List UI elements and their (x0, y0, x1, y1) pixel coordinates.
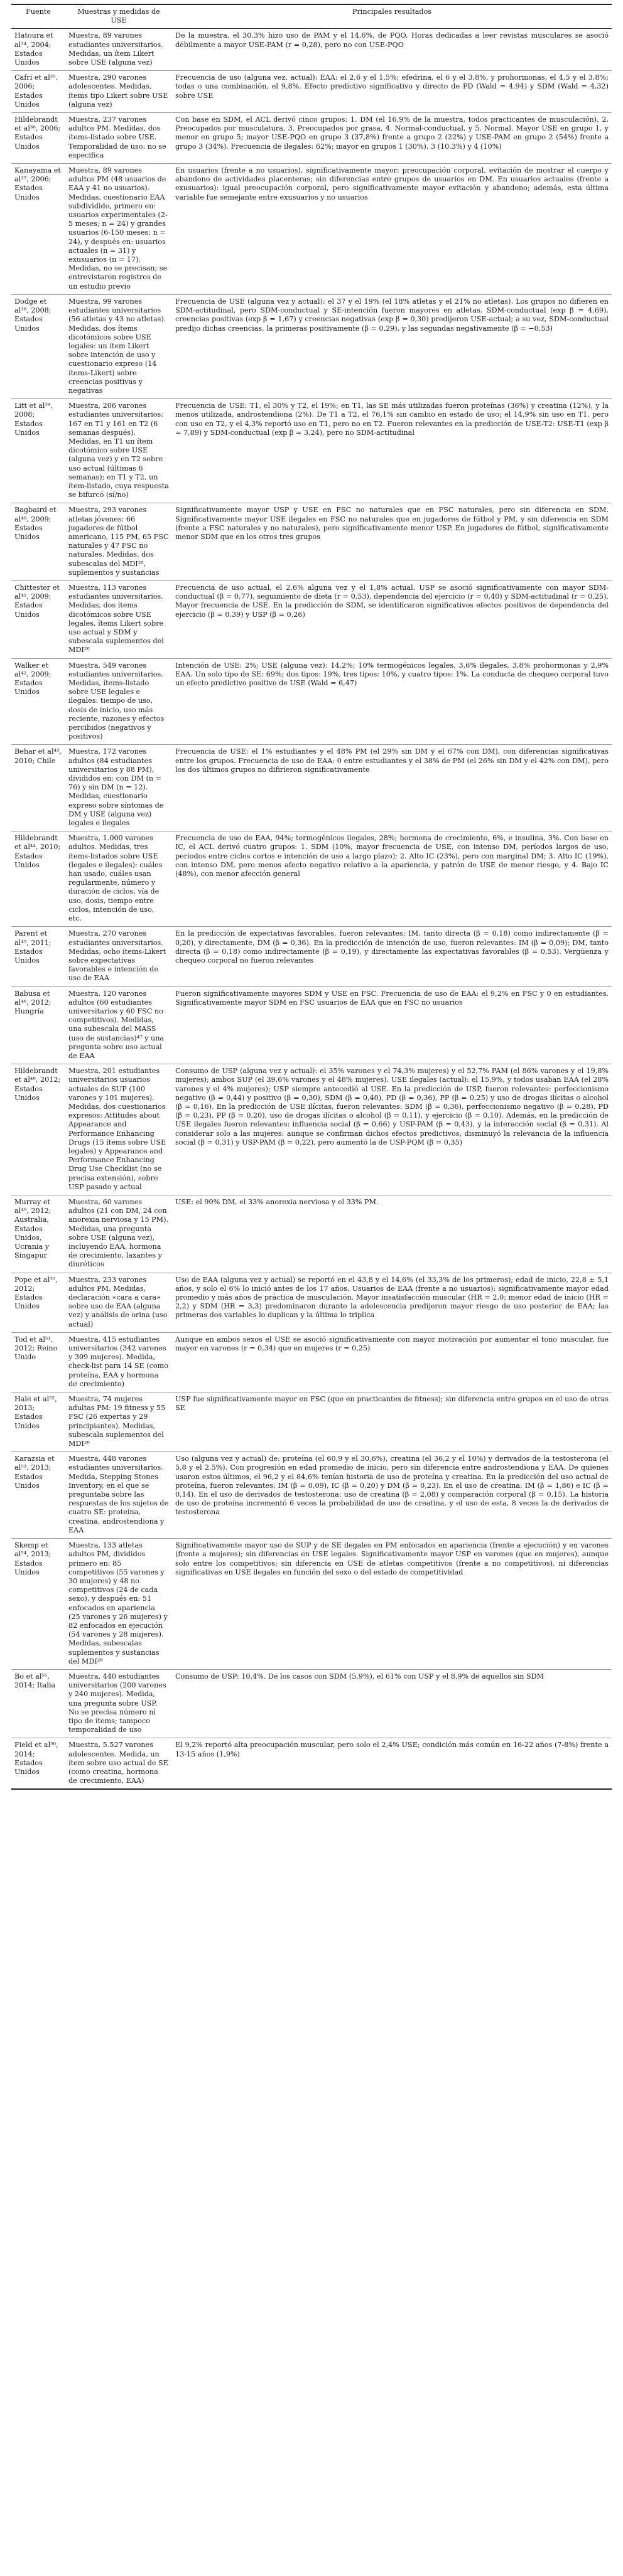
study-results: En usuarios (frente a no usuarios), significativamente mayor: preocupación corporal, evitación de mostrar el cuerpo y abandono de actividades placenteras; sin diferencias entre grupos de usuarios en DM. En usuarios actuales (frente a exusuarios): igual preocupación corporal, pero significativamente mayor evitación y abandono; además, esta última variable fue semejante entre exusuarios y no usuarios (172, 164, 612, 295)
study-results: En la predicción de expectativas favorables, fueron relevantes: IM, tanto directa (β = 0,18) como indirectamente (β = 0,20), y directamente, DM (β = 0,36). En la predicción de intención de uso, fueron relevantes: IM (β = 0,09); DM, tanto directa (β = 0,18) como indirectamente (β = 0,19), y directamente las expectativas favorables (β = 0,53). Vergüenza y chequeo corporal no fueron relevantes (172, 927, 612, 986)
study-source: Walker et al⁴², 2009; Estados Unidos (11, 658, 65, 745)
study-sample: Muestra, 206 varones estudiantes universitarios: 167 en T1 y 161 en T2 (6 semanas después). Medidas, en T1 un ítem dicotómico sobre USE (alguna vez) y en T2 sobre uso actual (últimas 6 semanas); en T1 y T2, un ítem-listado, cuya respuesta se bifurcó (sí/no) (65, 399, 172, 503)
study-sample: Muestra, 233 varones adultos PM. Medidas, declaración «cara a cara» sobre uso de EAA (alguna vez) y análisis de orina (uso actual) (65, 1273, 172, 1332)
table-row (11, 745, 612, 831)
header-results: Principales resultados (172, 5, 612, 29)
study-sample: Muestra, 172 varones adultos (84 estudiantes universitarios y 88 PM), divididos en: con DM (n = 76) y sin DM (n = 12). Medidas, cuestionario expreso sobre síntomas de DM y USE (alguna vez) legales e ilegales (65, 745, 172, 831)
table-row (11, 113, 612, 164)
table-row (11, 1332, 612, 1392)
study-results: Significativamente mayor USP y USE en FSC no naturales que en FSC naturales, pero sin diferencia en SDM. Significativamente mayor USE ilegales en FSC no naturales que en jugadores de fútbol y PM, y sin diferencia en SDM (frente a FSC naturales y no naturales), pero significativamente menor USP. En jugadores de fútbol, significativamente menor SDM que en los otros tres grupos (172, 503, 612, 581)
study-sample: Muestra, 440 estudiantes universitarios (200 varones y 240 mujeres). Medida, una pregunta sobre USP. No se precisa número ni tipo de ítems; tampoco temporalidad de uso (65, 1669, 172, 1738)
study-results: Aunque en ambos sexos el USE se asoció significativamente con mayor motivación por aumentar el tono muscular, fue mayor en varones (r = 0,34) que en mujeres (r = 0,25) (172, 1332, 612, 1392)
study-sample: Muestra, 1.000 varones adultos. Medidas, tres ítems-listados sobre USE (legales e ilegales): cuáles han usado, cuáles usan regularmente, número y duración de ciclos, vía de uso, dosis, tiempo entre ciclos, intención de uso, etc. (65, 831, 172, 927)
study-results: Fueron significativamente mayores SDM y USE en FSC. Frecuencia de uso de EAA: el 9,2% en FSC y 0 en estudiantes. Significativamente mayor SDM en FSC usuarios de EAA que en FSC no usuarios (172, 986, 612, 1064)
studies-table (11, 5, 612, 1788)
table-row (11, 29, 612, 71)
table-row (11, 503, 612, 581)
study-source: Tod et al⁵¹, 2012; Reino Unido (11, 1332, 65, 1392)
study-results: Frecuencia de uso de EAA, 94%; termogénicos ilegales, 28%; hormona de crecimiento, 6%, e insulina, 3%. Con base en IC, el ACL derivó cuatro grupos: 1. SDM (10%, mayor frecuencia de USE, con intenso DM, períodos largos de uso, períodos entre ciclos cortos e intención de uso a largo plazo); 2. Alto IC (23%), pero con marginal DM; 3. Alto IC (19%), con intenso DM, pero menos afecto negativo relativo a la apariencia, y patrón de USE de menor riesgo, y 4. Bajo IC (48%), con menor afección general (172, 831, 612, 927)
study-sample: Muestra, 293 varones atletas jóvenes: 66 jugadores de fútbol americano, 115 PM, 65 FSC naturales y 47 FSC no naturales. Medidas, dos subescalas del MDI²⁸, suplementos y sustancias (65, 503, 172, 581)
study-results: Frecuencia de USE: el 1% estudiantes y el 48% PM (el 29% sin DM y el 67% con DM), con diferencias significativas entre los grupos. Frecuencia de uso de EAA: 0 entre estudiantes y el 38% de PM (el 26% sin DM y el 42% con DM), pero los dos últimos grupos no difirieron significativamente (172, 745, 612, 831)
table-row (11, 831, 612, 927)
table-row (11, 1392, 612, 1452)
study-results: Frecuencia de USE: T1, el 30% y T2, el 19%; en T1, las SE más utilizadas fueron proteínas (36%) y creatina (12%), y la menos utilizada, androstendiona (2%). De T1 a T2, el 76,1% sin cambio en estado de uso; el 14,9% sin uso en T1, pero con uso en T2, y el 4,3% reportó uso en T1, pero no en T2. Fueron relevantes en la predicción de USE-T2: USE-T1 (exp β = 7,89) y SDM-conductual (exp β = 3,24), pero no SDM-actitudinal (172, 399, 612, 503)
study-sample: Muestra, 133 atletas adultos PM, divididos primero en: 85 competitivos (55 varones y 30 mujeres) y 48 no competitivos (24 de cada sexo), y después en: 51 enfocados en apariencia (25 varones y 26 mujeres) y 82 enfocados en ejecución (54 varones y 28 mujeres). Medidas, subescalas suplementos y sustancias del MDI²⁸ (65, 1539, 172, 1670)
study-results: Consumo de USP (alguna vez y actual): el 35% varones y el 74,3% mujeres) y el 52,7% PAM (el 86% varones y el 19,8% mujeres); ambos SUP (el 39,6% varones y el 48% mujeres). USE ilegales (actual): el 15,9%, y todos usaban EAA (el 28% varones y el 4% mujeres); USP siempre antecedió al USE. En la predicción de USP, fueron relevantes: perfeccionismo negativo (β = 0,44) y positivo (β = 0,30), SDM (β = 0,40), PD (β = 0,36), PP (β = 0,25) y uso de drogas ilícitas o alcohol (β = 0,16). En la predicción de USE ilícitas, fueron relevantes: SDM (β = 0,36), perfeccionismo negativo (β = 0,28), PD (β = 0,23), PP (β = 0,20), uso de drogas ilícitas o alcohol (β = 0,11), y ejercicio (β = 0,10). Además, en la predicción de USE ilegales fueron relevantes: influencia social (β = 0,66) y USP-PAM (β = 0,43), y la interacción social (β = 0,31). Al considerar solo a las mujeres: aunque se confirman dichos efectos predictivos, disminuyó la relevancia de la influencia social (β = 0,31) y USP-PAM (β = 0,22), pero aumentó la de USP-PQM (β = 0,35) (172, 1064, 612, 1195)
study-source: Skemp et al⁵⁴, 2013; Estados Unidos (11, 1539, 65, 1670)
study-sample: Muestra, 120 varones adultos (60 estudiantes universitarios y 60 FSC no competitivos). Medidas, una subescala del MASS (uso de sustancias)⁴⁷ y una pregunta sobre uso actual de EAA (65, 986, 172, 1064)
study-source: Hale et al⁵², 2013; Estados Unidos (11, 1392, 65, 1452)
table-row (11, 986, 612, 1064)
study-sample: Muestra, 113 varones estudiantes universitarios. Medidas, dos ítems dicotómicos sobre USE legales, ítems Likert sobre uso actual y SDM y subescala suplementos del MDI²⁸ (65, 580, 172, 658)
table-bottom-rule (11, 1788, 612, 1790)
table-row (11, 1273, 612, 1332)
study-results: Uso de EAA (alguna vez y actual) se reportó en el 43,8 y el 14,6% (el 33,3% de los primeros); edad de inicio, 22,8 ± 5,1 años, y solo el 6% lo inició antes de los 17 años. Usuarios de EAA (frente a no usuarios): significativamente mayor edad promedio y más años de práctica de musculación. Mayor insatisfacción muscular (HR = 2,0; menor edad de inicio (HR = 2,2) y SDM (HR = 3,3) predominaron durante la adolescencia predijeron mayor riesgo de uso posterior de EAA; las primeras dos variables lo duplican y la última lo triplica (172, 1273, 612, 1332)
study-sample: Muestra, 549 varones estudiantes universitarios. Medidas, ítems-listado sobre USE legales e ilegales: tiempo de uso, dosis de inicio, uso más reciente, razones y efectos percibidos (negativos y positivos) (65, 658, 172, 745)
study-source: Karazsia et al⁵³, 2013; Estados Unidos (11, 1452, 65, 1539)
study-source: Parent et al⁴⁵, 2011; Estados Unidos (11, 927, 65, 986)
study-source: Chittester et al⁴¹, 2009; Estados Unidos (11, 580, 65, 658)
table-row (11, 399, 612, 503)
header-sample: Muestras y medidas de USE (65, 5, 172, 29)
study-source: Dodge et al³⁸, 2008; Estados Unidos (11, 294, 65, 398)
study-sample: Muestra, 99 varones estudiantes universitarios (56 atletas y 43 no atletas). Medidas, dos ítems dicotómicos sobre USE legales: un ítem Likert sobre intención de uso y cuestionario expreso (14 ítems-Likert) sobre creencias positivas y negativas (65, 294, 172, 398)
study-sample: Muestra, 5.527 varones adolescentes. Medida, un ítem sobre uso actual de SE (como creatina, hormona de crecimiento, EAA) (65, 1738, 172, 1789)
study-sample: Muestra, 201 estudiantes universitarios usuarios actuales de SUP (100 varones y 101 mujeres). Medidas, dos cuestionarios expresos: Attitudes about Appearance and Performance Enhancing Drugs (15 ítems sobre USE legales) y Appearance and Performance Enhancing Drug Use Checklist (no se precisa extensión), sobre USP pasado y actual (65, 1064, 172, 1195)
study-results: Intención de USE: 2%; USE (alguna vez): 14,2%; 10% termogénicos legales, 3,6% ilegales, 3,8% prohormonas y 2,9% EAA. Un solo tipo de SE: 69%; dos tipos: 19%, tres tipos: 10%, y cuatro tipos: 1%. La conducta de chequeo corporal tuvo un efecto predictivo positivo de USE (Wald = 6,47) (172, 658, 612, 745)
table-row (11, 1452, 612, 1539)
study-results: Frecuencia de uso actual, el 2,6% alguna vez y el 1,8% actual. USP se asoció significativamente con mayor SDM-conductual (β = 0,77), seguimiento de dieta (r = 0,53), dependencia del ejercicio (r = 0,40) y SDM-actitudinal (r = 0,25). Mayor frecuencia de USE. En la predicción de SDM, se identificaron significativos efectos positivos de dependencia del ejercicio (β = 0,39) y USP (β = 0,26) (172, 580, 612, 658)
study-source: Hatoura et al³⁴, 2004; Estados Unidos (14, 31, 53, 67)
study-source: Litt et al³⁹, 2008; Estados Unidos (11, 399, 65, 503)
study-source: Hildebrandt et al³⁶, 2006; Estados Unidos (11, 113, 65, 164)
study-results: Frecuencia de USE (alguna vez y actual): el 37 y el 19% (el 18% atletas y el 21% no atletas). Los grupos no difieren en SDM-actitudinal, pero SDM-conductual y SE-intención fueron mayores en atletas. SDM-conductual (exp β = 4,69), creencias positivas (exp β = 1,67) y creencias negativas (exp β = 0,30) predijeron USE-actual; a su vez, SDM-conductual predijo dichas creencias, la primeras positivamente (β = 0,29), y las segundas negativamente (β = −0,53) (172, 294, 612, 398)
study-sample: Muestra, 270 varones estudiantes universitarios. Medidas, ocho ítems-Likert sobre expectativas favorables e intención de uso de EAA (65, 927, 172, 986)
table-row (11, 580, 612, 658)
study-results: Con base en SDM, el ACL derivó cinco grupos: 1. DM (el 16,9% de la muestra, todos practicantes de musculación), 2. Preocupados por musculatura, 3. Preocupados por grasa, 4. Normal-conductual, y 5. Normal. Mayor USE en grupo 1, y menor en grupo 5; mayor USE-PQO en grupo 3 (37,8%) frente a grupo 2 (22%) y USE-PAM en grupo 2 (54%) frente a grupo 3 (34%). Frecuencia de ilegales: 62%; mayor en grupos 1 (30%), 3 (10,3%) y 4 (10%) (172, 113, 612, 164)
study-results: Uso (alguna vez y actual) de: proteína (el 60,9 y el 30,6%), creatina (el 36,2 y el 10%) y derivados de la testosterona (el 5,8 y el 2,5%). Con progresión en edad promedio de inicio, pero sin diferencia entre androstendiona y EAA. De quienes usaron estos últimos, el 96,2 y el 84,6% tenían historia de uso de proteína y creatina. En la predicción del uso actual de proteína, fueron relevantes: IM (β = 0,09), IC (β = 0,20) y DM (β = 0,23). En el uso de creatina: IM (β = 1,86) e IC (β = 0,14). En el uso de derivados de testosterona: uso de creatina (β = 2,08) y comparación corporal (β = 0,15). La historia de uso de proteína incrementó 6 veces la probabilidad de uso de creatina, y el uso de esta, 8 veces la de derivados de testosterona (172, 1452, 612, 1539)
table-row (11, 1195, 612, 1273)
document-page (11, 4, 612, 1790)
study-sample: Muestra, 74 mujeres adultas PM: 19 fitness y 55 FSC (26 expertas y 29 principiantes). Medidas, subescala suplementos del MDI²⁸ (65, 1392, 172, 1452)
study-sample: Muestra, 89 varones estudiantes universitarios. Medidas, un ítem Likert sobre USE (alguna vez) (68, 31, 163, 67)
study-sample: Muestra, 448 varones estudiantes universitarios. Medida, Stepping Stones Inventory, en el que se preguntaba sobre las respuestas de los sujetos de cuatro SE: proteína, creatina, androstendiona y EAA (65, 1452, 172, 1539)
study-source: Hildebrandt et al⁴⁸, 2012; Estados Unidos (11, 1064, 65, 1195)
header-source: Fuente (11, 5, 65, 29)
table-body (11, 29, 612, 1788)
study-results: De la muestra, el 30,3% hizo uso de PAM y el 14,6%, de PQO. Horas dedicadas a leer revistas musculares se asoció débilmente a mayor USE-PAM (r = 0,28), pero no con USE-PQO (175, 31, 609, 49)
study-source: Murray et al⁴⁹, 2012; Australia, Estados Unidos, Ucrania y Singapur (11, 1195, 65, 1273)
study-source: Field et al⁵⁶, 2014; Estados Unidos (11, 1738, 65, 1789)
study-source: Cafri et al³⁵, 2006; Estados Unidos (11, 71, 65, 113)
study-sample: Muestra, 60 varones adultos (21 con DM, 24 con anorexia nerviosa y 15 PM). Medidas, una pregunta sobre USE (alguna vez), incluyendo EAA, hormona de crecimiento, laxantes y diuréticos (65, 1195, 172, 1273)
study-results: USP fue significativamente mayor en FSC (que en practicantes de fitness); sin diferencia entre grupos en el uso de otras SE (172, 1392, 612, 1452)
study-sample: Muestra, 290 varones adolescentes. Medidas, ítems tipo Likert sobre USE (alguna vez) (65, 71, 172, 113)
table-row (11, 71, 612, 113)
study-source: Hildebrandt et al⁴⁴, 2010; Estados Unidos (11, 831, 65, 927)
table-row (11, 164, 612, 295)
table-row (11, 658, 612, 745)
study-results: El 9,2% reportó alta preocupación muscular, pero solo el 2,4% USE; condición más común en 16-22 años (7-8%) frente a 13-15 años (1,9%) (172, 1738, 612, 1789)
study-source: Behar et al⁴³, 2010; Chile (11, 745, 65, 831)
study-results: Significativamente mayor uso de SUP y de SE ilegales en PM enfocados en apariencia (frente a ejecución) y en varones (frente a mujeres); sin diferencias en USE legales. Significativamente mayor USP en varones (que en mujeres), aunque solo entre los competitivos; sin diferencia en USE de atletas competitivos (frente a no competitivos), ni diferencias significativas en USE ilegales en función del sexo o del estado de competitividad (172, 1539, 612, 1670)
table-row (11, 1669, 612, 1738)
study-sample: Muestra, 89 varones adultos PM (48 usuarios de EAA y 41 no usuarios). Medidas, cuestionario EAA subdividido, primero en: usuarios experimentales (2-5 meses; n = 24) y grandes usuarios (6-150 meses; n = 24), y después en: usuarios actuales (n = 31) y exusuarios (n = 17). Medidas, no se precisan; se entrevistaron registros de un estudio previo (65, 164, 172, 295)
study-source: Pope et al⁵⁰, 2012; Estados Unidos (11, 1273, 65, 1332)
study-source: Bo et al⁵⁵, 2014; Italia (11, 1669, 65, 1738)
study-source: Babusa et al⁴⁶, 2012; Hungría (11, 986, 65, 1064)
table-header-row (11, 5, 612, 29)
table-row (11, 1539, 612, 1670)
study-source: Bagbaird et al⁴⁰, 2009; Estados Unidos (11, 503, 65, 581)
study-source: Kanayama et al³⁷, 2006; Estados Unidos (11, 164, 65, 295)
table-row (11, 1064, 612, 1195)
table-row (11, 294, 612, 398)
study-sample: Muestra, 415 estudiantes universitarios (342 varones y 309 mujeres). Medida, check-list para 14 SE (como proteína, EAA y hormona de crecimiento) (65, 1332, 172, 1392)
study-results: Frecuencia de uso (alguna vez, actual): EAA: el 2,6 y el 1,5%; efedrina, el 6 y el 3,8%, y prohormonas, el 4,5 y el 3,8%; todas o una combinación, el 9,8%. Efecto predictivo significativo y directo de PD (Wald = 4,94) y SDM (Wald = 4,32) sobre USE (172, 71, 612, 113)
table-row (11, 927, 612, 986)
table-row (11, 1738, 612, 1789)
study-results: Consumo de USP: 10,4%. De los casos con SDM (5,9%), el 61% con USP y el 8,9% de aquellos sin SDM (172, 1669, 612, 1738)
study-sample: Muestra, 237 varones adultos PM. Medidas, dos ítems-listado sobre USE. Temporalidad de uso: no se especifica (65, 113, 172, 164)
study-results: USE: el 90% DM, el 33% anorexia nerviosa y el 33% PM. (172, 1195, 612, 1273)
